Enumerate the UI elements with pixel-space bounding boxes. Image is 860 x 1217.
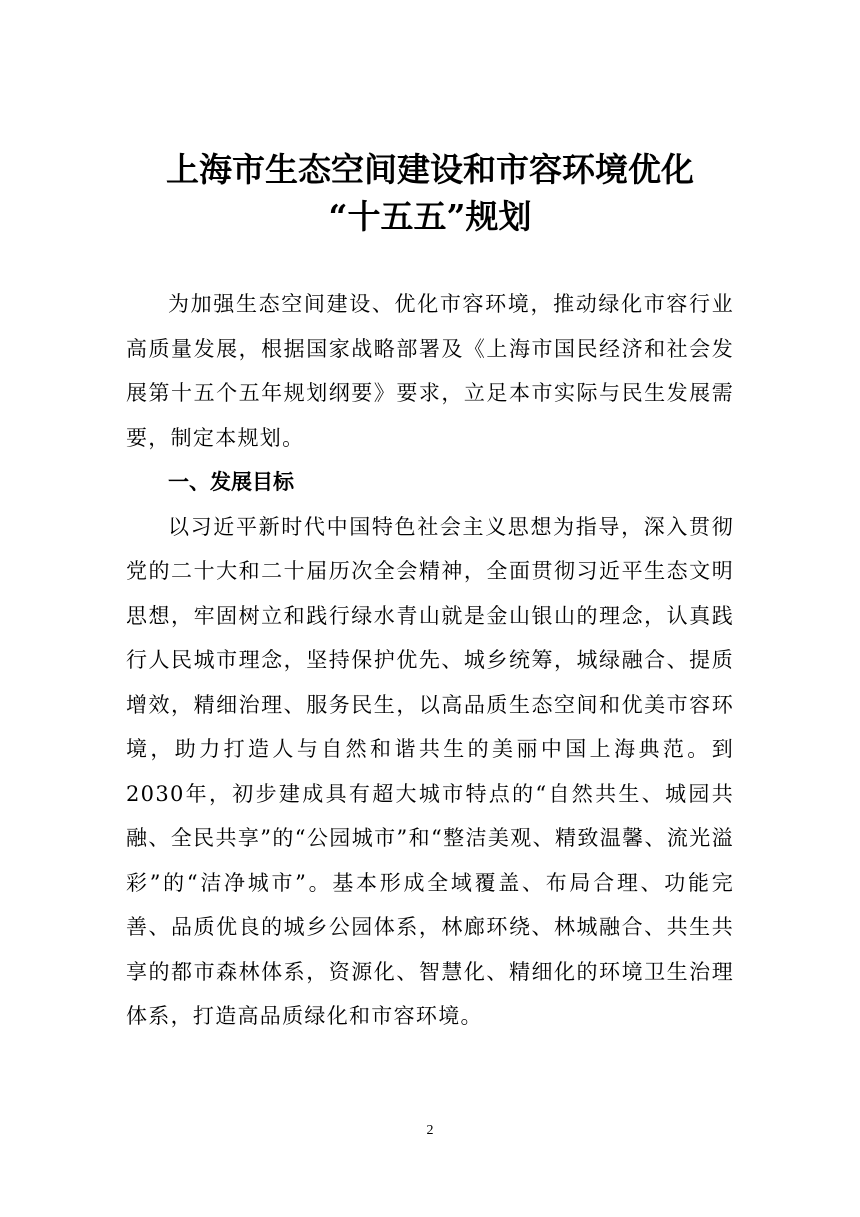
title-line-1: 上海市生态空间建设和市容环境优化 [166, 150, 694, 189]
page-number: 2 [426, 1123, 434, 1138]
section-heading-goals: 一、发展目标 [168, 470, 294, 494]
title-line-2: “十五五”规划 [328, 197, 532, 236]
intro-paragraph: 为加强生态空间建设、优化市容环境，推动绿化市容行业高质量发展，根据国家战略部署及《上海市国民经济和社会发展第十五个五年规划纲要》要求，立足本市实际与民生发展需要，制定本规划。 [126, 292, 734, 450]
goals-paragraph: 以习近平新时代中国特色社会主义思想为指导，深入贯彻党的二十大和二十届历次全会精神，全面贯彻习近平生态文明思想，牢固树立和践行绿水青山就是金山银山的理念，认真践行人民城市理念，坚持保护优先、城乡统筹，城绿融合、提质增效，精细治理、服务民生，以高品质生态空间和优美市容环境，助力打造人与自然和谐共生的美丽中国上海典范。到2030年，初步建成具有超大城市特点的“自然共生、城园共融、全民共享”的“公园城市”和“整洁美观、精致温馨、流光溢彩”的“洁净城市”。基本形成全域覆盖、布局合理、功能完善、品质优良的城乡公园体系，林廊环绕、林城融合、共生共享的都市森林体系，资源化、智慧化、精细化的环境卫生治理体系，打造高品质绿化和市容环境。 [126, 514, 734, 1028]
document-body [126, 282, 734, 1039]
document-title [0, 146, 860, 240]
